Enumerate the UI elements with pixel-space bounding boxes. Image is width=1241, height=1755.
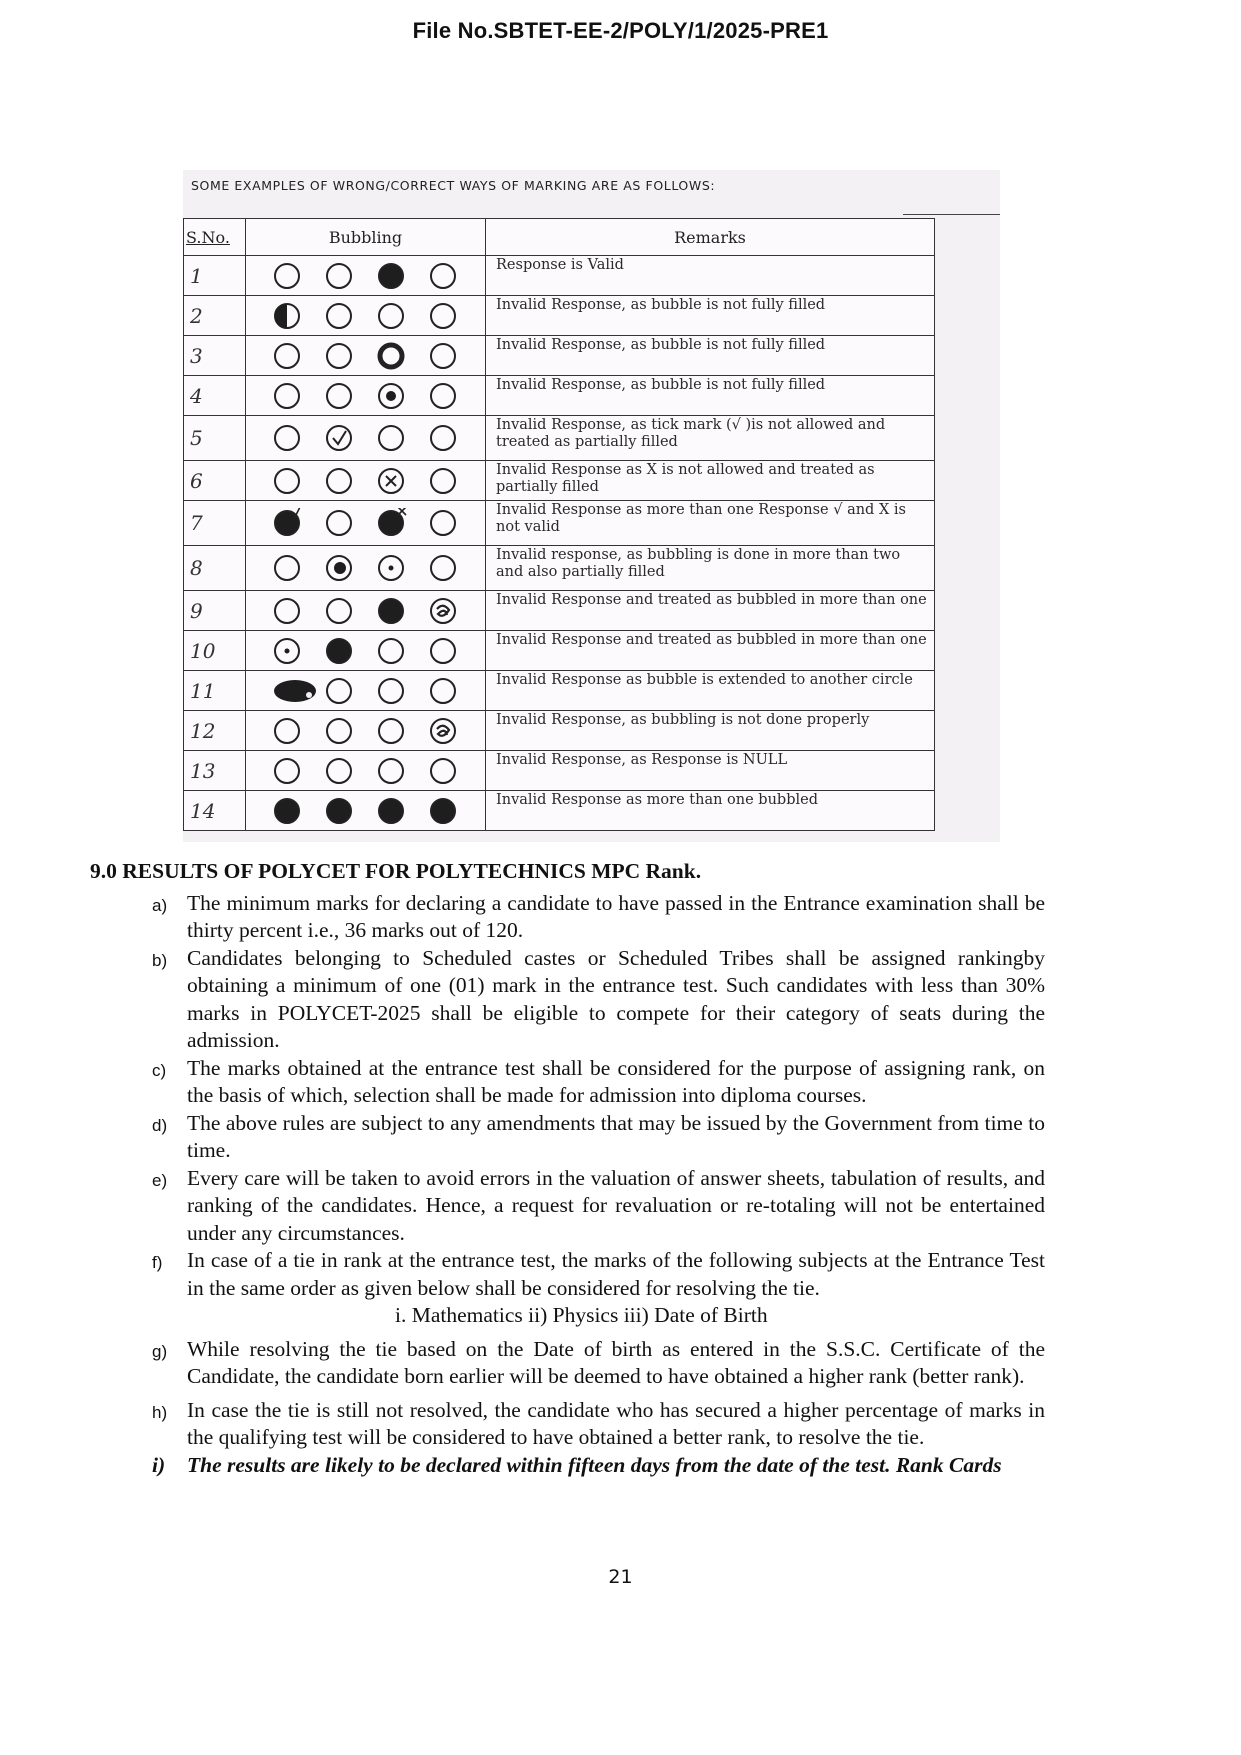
- item-label: c): [152, 1060, 167, 1080]
- item-text: The above rules are subject to any amendments that may be issued by the Government from time to time.: [187, 1110, 1045, 1162]
- bubble-marks-graphic: [261, 716, 471, 746]
- bubble-set: [246, 296, 486, 336]
- table-row: [184, 751, 935, 791]
- list-item: [152, 1110, 1090, 1165]
- bubble-set: [246, 631, 486, 671]
- marking-examples-figure: [183, 170, 1000, 842]
- item-text: Candidates belonging to Scheduled castes or Scheduled Tribes shall be assigned rankingby obtaining a minimum of one (01) mark in the entrance test. Such candidates with less than 30% marks in POLYCET-2025 shall be eligible to compete for their category of seats during the admission.: [187, 945, 1045, 1052]
- table-row: [184, 711, 935, 751]
- row-remark: Invalid Response as more than one bubbled: [486, 791, 935, 831]
- figure-caption: SOME EXAMPLES OF WRONG/CORRECT WAYS OF MARKING ARE AS FOLLOWS:: [191, 178, 716, 193]
- row-remark: Invalid Response, as tick mark (√ )is not allowed and treated as partially filled: [486, 416, 935, 461]
- row-remark: Invalid Response as more than one Response √ and X is not valid: [486, 501, 935, 546]
- bubble-marks-graphic: [261, 796, 471, 826]
- table-row: [184, 376, 935, 416]
- row-number: 4: [184, 376, 246, 416]
- bubble-set: [246, 791, 486, 831]
- row-remark: Invalid Response as X is not allowed and treated as partially filled: [486, 461, 935, 501]
- bubble-marks-graphic: [261, 381, 471, 411]
- bubble-marks-graphic: [261, 636, 471, 666]
- results-section: [90, 858, 1090, 1479]
- list-item: [152, 945, 1090, 1055]
- row-number: 1: [184, 256, 246, 296]
- column-header-remarks: Remarks: [486, 219, 935, 256]
- marking-examples-table: [183, 218, 935, 831]
- row-number: 12: [184, 711, 246, 751]
- bubble-marks-graphic: [261, 341, 471, 371]
- table-row: [184, 256, 935, 296]
- section-heading: 9.0 RESULTS OF POLYCET FOR POLYTECHNICS MPC Rank.: [90, 859, 702, 883]
- table-row: [184, 501, 935, 546]
- item-text: In case of a tie in rank at the entrance test, the marks of the following subjects at the Entrance Test in the same order as given below shall be considered for resolving the tie.: [187, 1248, 1045, 1300]
- row-remark: Invalid response, as bubbling is done in more than two and also partially filled: [486, 546, 935, 591]
- bubble-set: [246, 256, 486, 296]
- item-text: The minimum marks for declaring a candidate to have passed in the Entrance examination shall be thirty percent i.e., 36 marks out of 120.: [187, 890, 1045, 942]
- list-item: [152, 1336, 1090, 1391]
- page-number: 21: [608, 1566, 633, 1588]
- row-number: 3: [184, 336, 246, 376]
- bubble-marks-graphic: [261, 553, 471, 583]
- item-label: h): [152, 1402, 168, 1422]
- table-row: [184, 296, 935, 336]
- row-number: 7: [184, 501, 246, 546]
- row-remark: Invalid Response and treated as bubbled in more than one: [486, 591, 935, 631]
- item-text: The marks obtained at the entrance test shall be considered for the purpose of assigning rank, on the basis of which, selection shall be made for admission into diploma courses.: [187, 1055, 1045, 1107]
- table-row: [184, 591, 935, 631]
- list-item: [152, 1397, 1090, 1452]
- table-row: [184, 631, 935, 671]
- row-remark: Invalid Response, as bubble is not fully filled: [486, 376, 935, 416]
- row-remark: Invalid Response, as bubble is not fully filled: [486, 296, 935, 336]
- item-text: While resolving the tie based on the Date of birth as entered in the S.S.C. Certificate of the Candidate, the candidate born earlier will be deemed to have obtained a higher rank (better rank).: [187, 1336, 1045, 1388]
- bubble-marks-graphic: [261, 466, 471, 496]
- row-number: 6: [184, 461, 246, 501]
- row-remark: Invalid Response, as bubble is not fully filled: [486, 336, 935, 376]
- table-row: [184, 461, 935, 501]
- row-number: 9: [184, 591, 246, 631]
- item-text: Every care will be taken to avoid errors in the valuation of answer sheets, tabulation of results, and ranking of the candidates. Hence, a request for revaluation or re-totaling will not be entertained under any circumstances.: [187, 1165, 1045, 1245]
- bubble-set: [246, 416, 486, 461]
- row-remark: Invalid Response, as bubbling is not done properly: [486, 711, 935, 751]
- bubble-marks-graphic: [261, 508, 471, 538]
- item-label: d): [152, 1115, 168, 1135]
- row-remark: Invalid Response and treated as bubbled in more than one: [486, 631, 935, 671]
- row-number: 14: [184, 791, 246, 831]
- bubble-set: [246, 591, 486, 631]
- row-number: 5: [184, 416, 246, 461]
- bubble-set: [246, 336, 486, 376]
- row-number: 10: [184, 631, 246, 671]
- bubble-marks-graphic: [261, 756, 471, 786]
- list-item: [152, 1165, 1090, 1248]
- row-number: 11: [184, 671, 246, 711]
- list-item: [152, 890, 1090, 945]
- bubble-marks-graphic: [261, 261, 471, 291]
- item-text: In case the tie is still not resolved, the candidate who has secured a higher percentage of marks in the qualifying test will be considered to have obtained a better rank, to resolve the tie.: [187, 1397, 1045, 1449]
- row-remark: Response is Valid: [486, 256, 935, 296]
- list-item: [152, 1055, 1090, 1110]
- item-label: i): [152, 1452, 166, 1477]
- bubble-marks-graphic: [261, 423, 471, 453]
- bubble-marks-graphic: [261, 301, 471, 331]
- item-label: g): [152, 1341, 168, 1361]
- bubble-set: [246, 501, 486, 546]
- item-label: e): [152, 1170, 168, 1190]
- item-label: f): [152, 1253, 163, 1272]
- table-row: [184, 416, 935, 461]
- item-label: b): [152, 950, 168, 970]
- bubble-marks-graphic: [261, 596, 471, 626]
- bubble-marks-graphic: [261, 676, 471, 706]
- file-number-header: File No.SBTET-EE-2/POLY/1/2025-PRE1: [412, 18, 829, 43]
- table-row: [184, 791, 935, 831]
- bubble-set: [246, 461, 486, 501]
- bubble-set: [246, 376, 486, 416]
- table-row: [184, 671, 935, 711]
- table-header-row: [184, 219, 935, 256]
- row-number: 13: [184, 751, 246, 791]
- bubble-set: [246, 711, 486, 751]
- bubble-set: [246, 671, 486, 711]
- tie-order-line: i. Mathematics ii) Physics iii) Date of Birth: [395, 1303, 768, 1327]
- list-item: [152, 1247, 1090, 1302]
- column-header-sno: S.No.: [184, 219, 246, 256]
- row-remark: Invalid Response as bubble is extended to another circle: [486, 671, 935, 711]
- table-row: [184, 546, 935, 591]
- table-row: [184, 336, 935, 376]
- scan-divider: [903, 214, 1000, 215]
- bubble-set: [246, 751, 486, 791]
- item-text: The results are likely to be declared within fifteen days from the date of the test. Rank Cards: [187, 1452, 1002, 1477]
- list-item: [152, 1452, 1090, 1480]
- bubble-set: [246, 546, 486, 591]
- row-remark: Invalid Response, as Response is NULL: [486, 751, 935, 791]
- column-header-bubbling: Bubbling: [246, 219, 486, 256]
- row-number: 8: [184, 546, 246, 591]
- row-number: 2: [184, 296, 246, 336]
- item-label: a): [152, 895, 168, 915]
